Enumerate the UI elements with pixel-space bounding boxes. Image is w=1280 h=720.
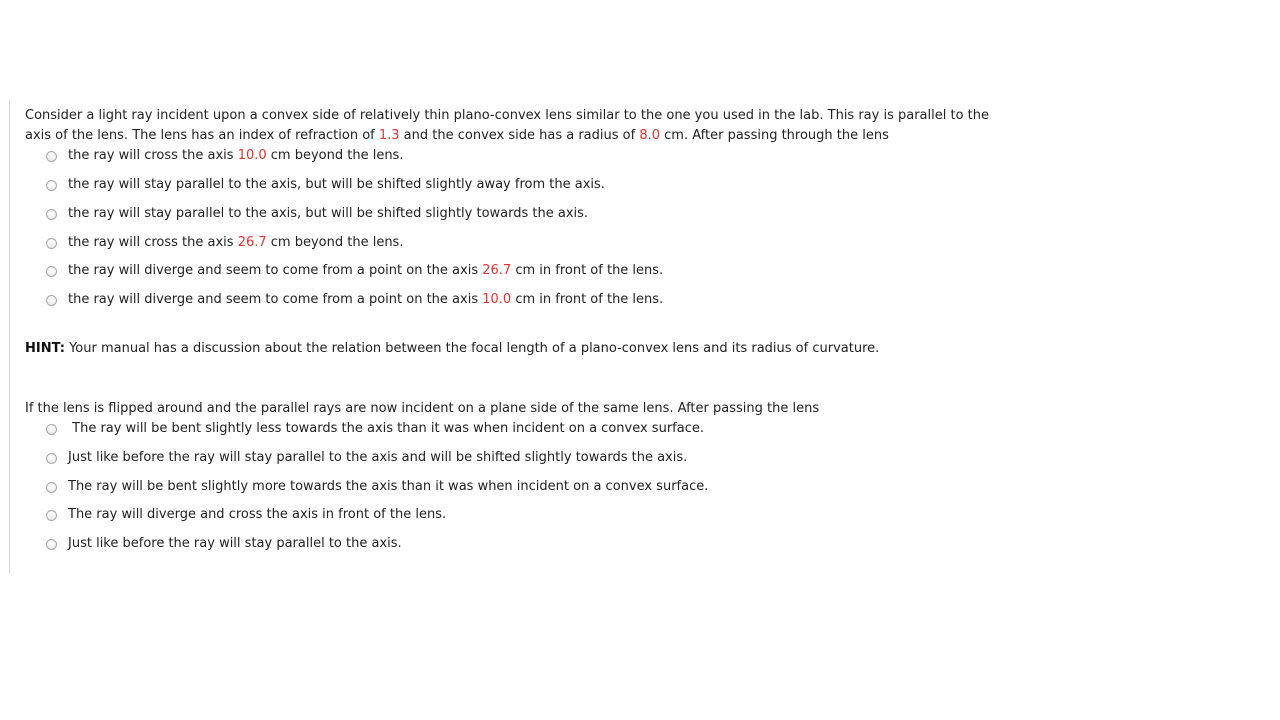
q2-option-3-label[interactable]: The ray will be bent slightly more towards the axis than it was when incident on a convex surface. xyxy=(68,479,709,494)
radio-button[interactable] xyxy=(46,266,57,277)
q1-option-6[interactable] xyxy=(46,290,663,310)
q1-option-3-label[interactable] xyxy=(68,204,588,224)
radio-button[interactable] xyxy=(46,238,57,249)
q2-option-1[interactable] xyxy=(46,419,704,439)
q1-option-6-suffix: cm in front of the lens. xyxy=(511,292,664,307)
radio-button[interactable] xyxy=(46,151,57,162)
q1-option-5-text: the ray will diverge and seem to come from a point on the axis xyxy=(68,263,483,278)
hint-label: HINT: xyxy=(25,341,65,356)
radio-button[interactable] xyxy=(46,209,57,220)
q1-option-4-number: 26.7 xyxy=(237,235,267,250)
q1-option-1[interactable] xyxy=(46,146,403,166)
q2-option-1-label[interactable]: The ray will be bent slightly less towards the axis than it was when incident on a convex surface. xyxy=(68,421,704,436)
q1-option-2-label[interactable] xyxy=(68,175,605,195)
radio-button[interactable] xyxy=(46,424,57,435)
q1-option-5-number: 26.7 xyxy=(482,263,512,278)
question-1-line-2b: and the convex side has a radius of xyxy=(399,128,640,143)
q1-option-2[interactable] xyxy=(46,175,605,195)
q1-option-4[interactable] xyxy=(46,233,403,253)
radio-button[interactable] xyxy=(46,295,57,306)
radio-button[interactable] xyxy=(46,539,57,550)
question-1-line-2a: axis of the lens. The lens has an index of refraction of xyxy=(25,128,379,143)
radio-button[interactable] xyxy=(46,510,57,521)
q1-option-1-suffix: cm beyond the lens. xyxy=(266,148,404,163)
q1-option-4-label[interactable] xyxy=(68,233,403,253)
q2-option-3[interactable] xyxy=(46,477,708,497)
radio-button[interactable] xyxy=(46,482,57,493)
refractive-index-value: 1.3 xyxy=(378,128,400,143)
hint-body: Your manual has a discussion about the relation between the focal length of a plano-convex lens and its radius of curvature. xyxy=(64,341,880,356)
q1-option-3-text: the ray will stay parallel to the axis, but will be shifted slightly towards the axis. xyxy=(68,206,589,221)
radius-value: 8.0 xyxy=(639,128,661,143)
question-frame xyxy=(9,100,1070,574)
hint-text xyxy=(25,339,879,359)
q1-option-6-label[interactable] xyxy=(68,290,663,310)
q1-option-6-text: the ray will diverge and seem to come from a point on the axis xyxy=(68,292,483,307)
q1-option-2-text: the ray will stay parallel to the axis, but will be shifted slightly away from the axis. xyxy=(68,177,605,192)
radio-button[interactable] xyxy=(46,453,57,464)
q2-option-4[interactable] xyxy=(46,505,446,525)
q2-option-5-label[interactable]: Just like before the ray will stay parallel to the axis. xyxy=(68,536,402,551)
radio-button[interactable] xyxy=(46,180,57,191)
q1-option-4-text: the ray will cross the axis xyxy=(68,235,238,250)
question-1-line-1: Consider a light ray incident upon a convex side of relatively thin plano-convex lens similar to the one you used in the lab. This ray is parallel to the xyxy=(25,108,990,123)
q1-option-5-suffix: cm in front of the lens. xyxy=(511,263,664,278)
q1-option-3[interactable] xyxy=(46,204,588,224)
q1-option-6-number: 10.0 xyxy=(482,292,512,307)
question-2-text: If the lens is flipped around and the parallel rays are now incident on a plane side of the same lens. After passing the lens xyxy=(25,401,820,416)
q1-option-4-suffix: cm beyond the lens. xyxy=(266,235,404,250)
q2-option-2[interactable] xyxy=(46,448,687,468)
question-1-line-2c: cm. After passing through the lens xyxy=(660,128,889,143)
q1-option-1-number: 10.0 xyxy=(237,148,267,163)
q2-option-5[interactable] xyxy=(46,534,402,554)
q1-option-1-text: the ray will cross the axis xyxy=(68,148,238,163)
q1-option-5-label[interactable] xyxy=(68,261,663,281)
q1-option-1-label[interactable] xyxy=(68,146,403,166)
q2-option-4-label[interactable]: The ray will diverge and cross the axis in front of the lens. xyxy=(68,507,447,522)
question-1-text xyxy=(25,106,1055,146)
q2-option-2-label[interactable]: Just like before the ray will stay parallel to the axis and will be shifted slightly towards the axis. xyxy=(68,450,688,465)
q1-option-5[interactable] xyxy=(46,261,663,281)
